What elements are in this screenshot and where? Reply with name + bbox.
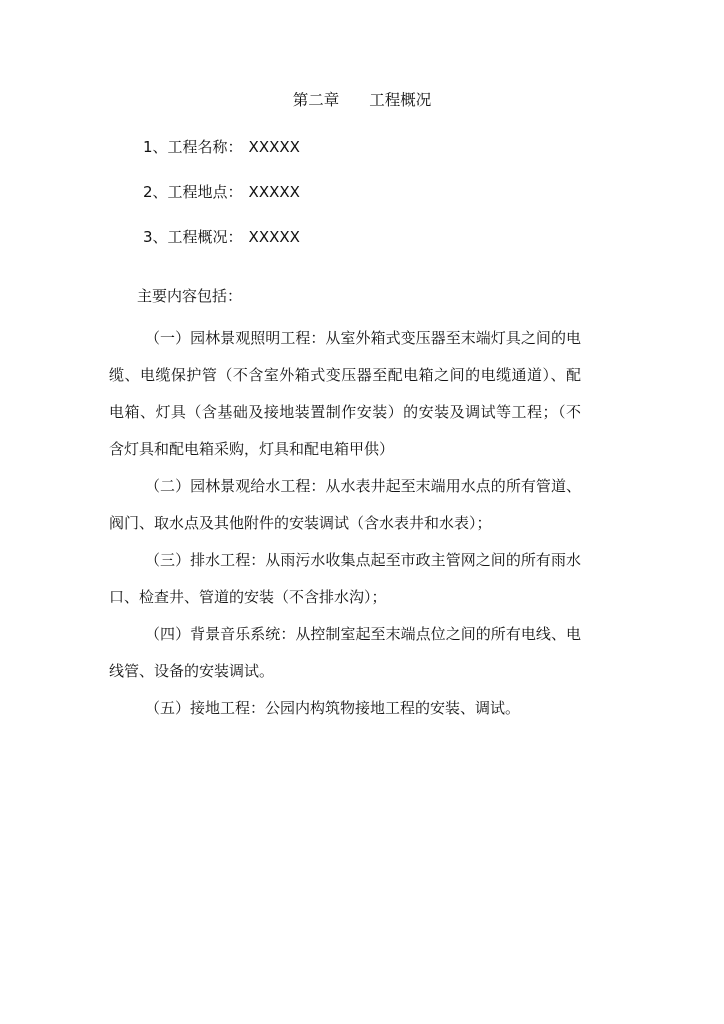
chapter-number: 第二章 — [292, 91, 340, 109]
info-item-project-overview — [143, 226, 300, 248]
section-grounding: （五）接地工程：公园内构筑物接地工程的安装、调试。 — [145, 699, 521, 717]
chapter-name: 工程概况 — [369, 91, 432, 109]
content-sections — [109, 320, 581, 727]
info-item-project-location — [143, 181, 300, 203]
info-label: 1、工程名称： — [143, 138, 243, 156]
info-label: 3、工程概况： — [143, 228, 243, 246]
intro-heading: 主要内容包括： — [137, 287, 243, 305]
info-value: XXXXX — [248, 183, 300, 201]
chapter-title — [0, 88, 724, 112]
info-label: 2、工程地点： — [143, 183, 243, 201]
info-value: XXXXX — [248, 138, 300, 156]
section-lighting: （一）园林景观照明工程：从室外箱式变压器至末端灯具之间的电缆、电缆保护管（不含室外箱式变压器至配电箱之间的电缆通道）、配电箱、灯具（含基础及接地装置制作安装）的安装及调试等工程；（不含灯具和配电箱采购，灯具和配电箱甲供） — [109, 329, 581, 458]
section-water-supply: （二）园林景观给水工程：从水表井起至末端用水点的所有管道、阀门、取水点及其他附件的安装调试（含水表井和水表）； — [109, 477, 581, 532]
info-item-project-name — [143, 136, 300, 158]
section-background-music: （四）背景音乐系统：从控制室起至末端点位之间的所有电线、电线管、设备的安装调试。 — [109, 625, 581, 680]
info-value: XXXXX — [248, 228, 300, 246]
section-drainage: （三）排水工程：从雨污水收集点起至市政主管网之间的所有雨水口、检查井、管道的安装（不含排水沟）； — [109, 551, 581, 606]
